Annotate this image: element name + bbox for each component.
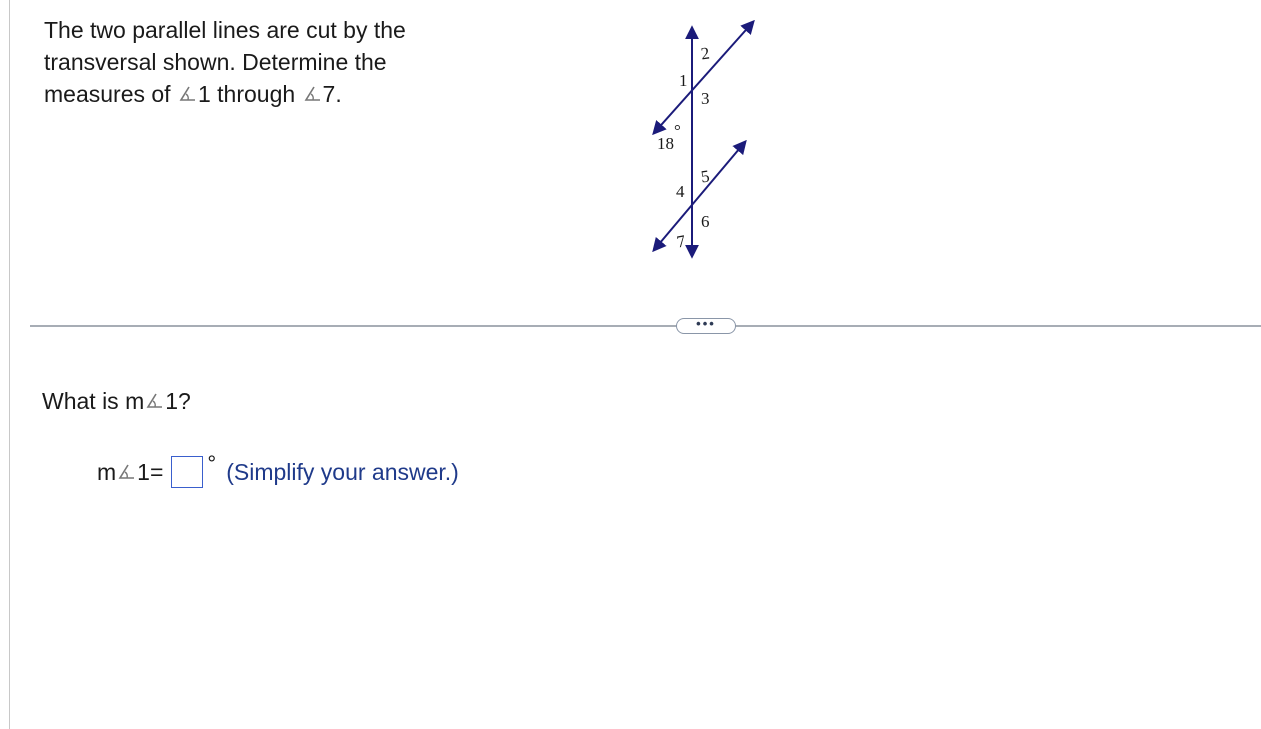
- angle-icon: [146, 392, 164, 410]
- answer-prefix: m: [97, 458, 117, 485]
- given-angle-value: 18: [657, 134, 674, 153]
- end-punct: .: [335, 81, 342, 107]
- geometry-diagram: [640, 14, 770, 269]
- answer-angle: 1: [137, 458, 150, 485]
- angle-icon: [304, 85, 322, 103]
- problem-statement: [44, 14, 484, 110]
- answer-equals: =: [149, 458, 164, 485]
- problem-intro: The two parallel lines are cut by the transversal shown. Determine the measures of: [44, 17, 406, 107]
- angle-label-1: 1: [679, 71, 688, 90]
- angle-label-5: 5: [699, 166, 711, 187]
- more-options-button[interactable]: [676, 318, 736, 334]
- upper-parallel-line: [654, 22, 753, 133]
- angle-label-6: 6: [701, 212, 710, 231]
- sub-question-angle: 1: [165, 388, 179, 414]
- more-button-label: •••: [696, 316, 716, 331]
- lower-parallel-line: [654, 142, 745, 250]
- angle-label-4: 4: [676, 182, 685, 201]
- simplify-hint: (Simplify your answer.): [226, 458, 459, 485]
- answer-row: [97, 451, 459, 489]
- angle-icon: [118, 463, 136, 481]
- sub-question-suffix: ?: [178, 388, 191, 414]
- angle-label-3: 3: [701, 89, 710, 108]
- given-angle-unit: °: [674, 121, 681, 140]
- angle-from: 1: [197, 81, 211, 107]
- sub-question-prefix: What is m: [42, 388, 145, 414]
- sub-question: [42, 386, 191, 416]
- parallel-lines-figure: [640, 14, 770, 269]
- angle-label-7: 7: [675, 231, 687, 252]
- left-border: [9, 0, 10, 729]
- answer-input[interactable]: [171, 456, 203, 488]
- angle-icon: [179, 85, 197, 103]
- through-word: through: [210, 81, 302, 107]
- angle-to: 7: [322, 81, 336, 107]
- angle-label-2: 2: [699, 43, 711, 64]
- degree-symbol: °: [207, 451, 217, 476]
- section-separator: [30, 325, 1261, 327]
